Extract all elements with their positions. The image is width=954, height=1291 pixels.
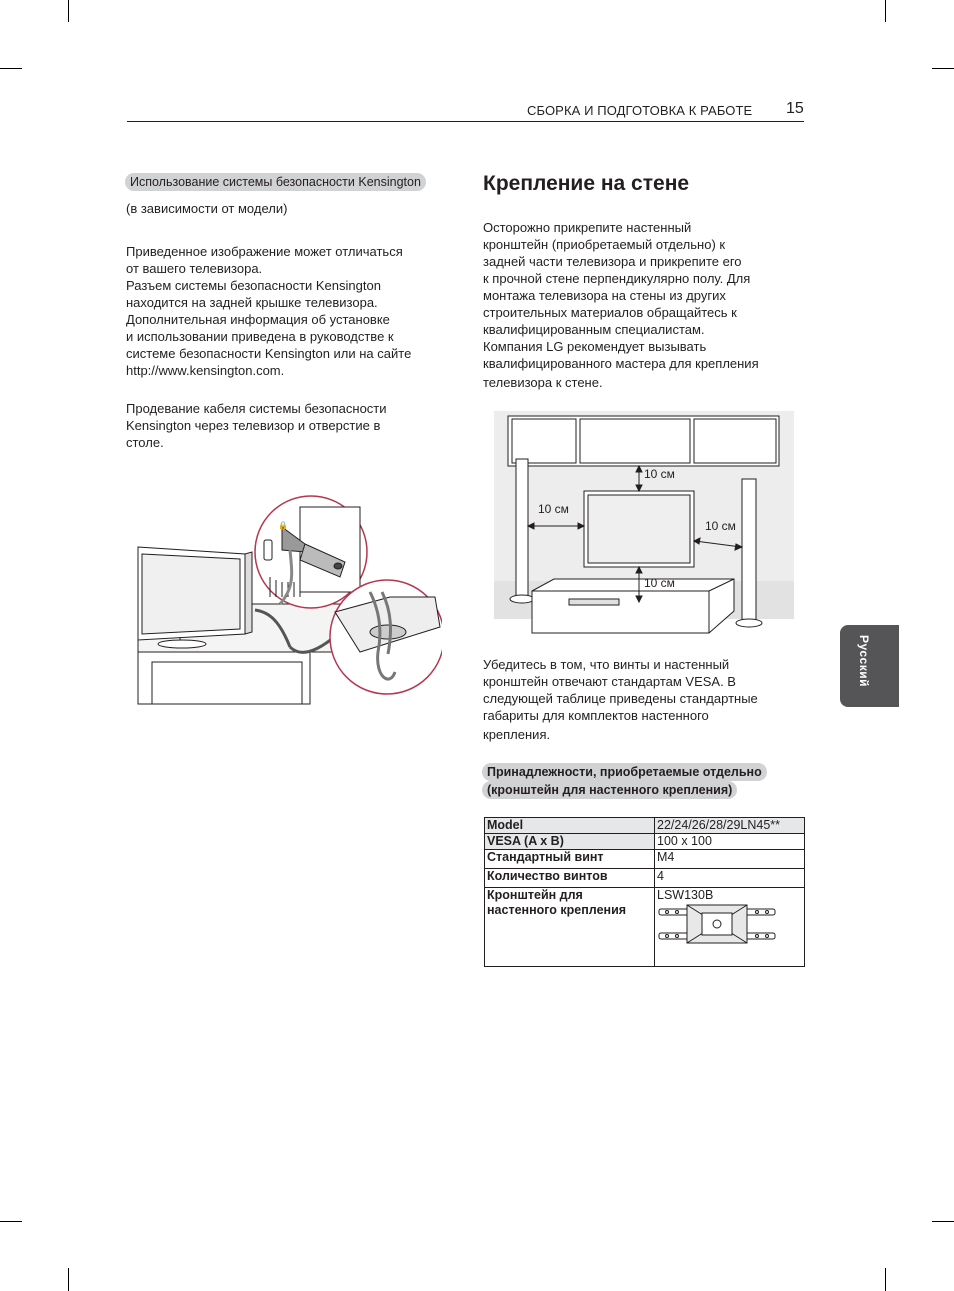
kensington-section-pill: Использование системы безопасности Kensington xyxy=(125,173,426,191)
page-title: Крепление на стене xyxy=(483,172,690,195)
table-value: 4 xyxy=(655,869,805,888)
header-divider xyxy=(127,121,804,122)
table-key: VESA (A x B) xyxy=(485,834,655,850)
table-key: Количество винтов xyxy=(485,869,655,888)
wall-mount-spec-table xyxy=(484,817,805,967)
crop-mark xyxy=(932,68,954,69)
language-tab-label: Русский xyxy=(857,635,871,687)
table-row xyxy=(485,834,805,850)
model-note: (в зависимости от модели) xyxy=(126,201,288,216)
crop-mark xyxy=(885,1268,886,1291)
wall-mount-paragraph-2: Убедитесь в том, что винты и настенный кронштейн отвечают стандартам VESA. В следующей таблице приведены стандартные габариты для комплектов настенного крепления. xyxy=(483,657,758,742)
table-value: 22/24/26/28/29LN45** xyxy=(655,818,805,834)
clearance-left-label: 10 см xyxy=(538,502,569,516)
wall-clearance-diagram xyxy=(494,411,796,641)
language-tab xyxy=(840,625,899,707)
clearance-bottom-label: 10 см xyxy=(644,576,675,590)
table-row xyxy=(485,818,805,834)
table-row xyxy=(485,869,805,888)
table-value: 100 x 100 xyxy=(655,834,805,850)
crop-mark xyxy=(885,0,886,22)
clearance-right-label: 10 см xyxy=(705,519,736,533)
table-key: Стандартный винт xyxy=(485,850,655,869)
table-row xyxy=(485,850,805,869)
accessories-pill-line-2: (кронштейн для настенного крепления) xyxy=(482,781,737,799)
wall-mount-paragraph-1: Осторожно прикрепите настенный кронштейн (приобретаемый отдельно) к задней части телевизора и прикрепите его к прочной стене перпендикулярно полу. Для монтажа телевизора на стены из других строительных материалов обращайтесь к квалифицированным специалистам. Компания LG рекомендует вызывать квалифицированного мастера для крепления телевизора к стене. xyxy=(483,220,759,390)
page-number: 15 xyxy=(786,100,804,117)
crop-mark xyxy=(932,1221,954,1222)
kensington-paragraph-2: Продевание кабеля системы безопасности Kensington через телевизор и отверстие в столе. xyxy=(126,401,387,450)
table-key: Кронштейн для настенного крепления xyxy=(485,888,655,967)
clearance-top-label: 10 см xyxy=(644,467,675,481)
svg-text:🔒: 🔒 xyxy=(278,521,288,530)
bracket-model: LSW130B xyxy=(657,888,714,902)
crop-mark xyxy=(0,68,22,69)
table-key: Model xyxy=(485,818,655,834)
kensington-lock-illustration xyxy=(130,492,442,707)
table-value: M4 xyxy=(655,850,805,869)
wall-bracket-icon xyxy=(657,903,777,945)
accessories-pill-line-1: Принадлежности, приобретаемые отдельно xyxy=(482,763,767,781)
section-title: СБОРКА И ПОДГОТОВКА К РАБОТЕ xyxy=(527,103,753,118)
table-row xyxy=(485,888,805,967)
crop-mark xyxy=(68,1268,69,1291)
kensington-paragraph-1: Приведенное изображение может отличаться от вашего телевизора. Разъем системы безопасности Kensington находится на задней крышке телевизора. Дополнительная информация об установке и использовании приведена в руководстве к системе безопасности Kensington или на сайте http://www.kensington.com. xyxy=(126,244,412,378)
crop-mark xyxy=(0,1221,22,1222)
table-value xyxy=(655,888,805,967)
crop-mark xyxy=(68,0,69,22)
